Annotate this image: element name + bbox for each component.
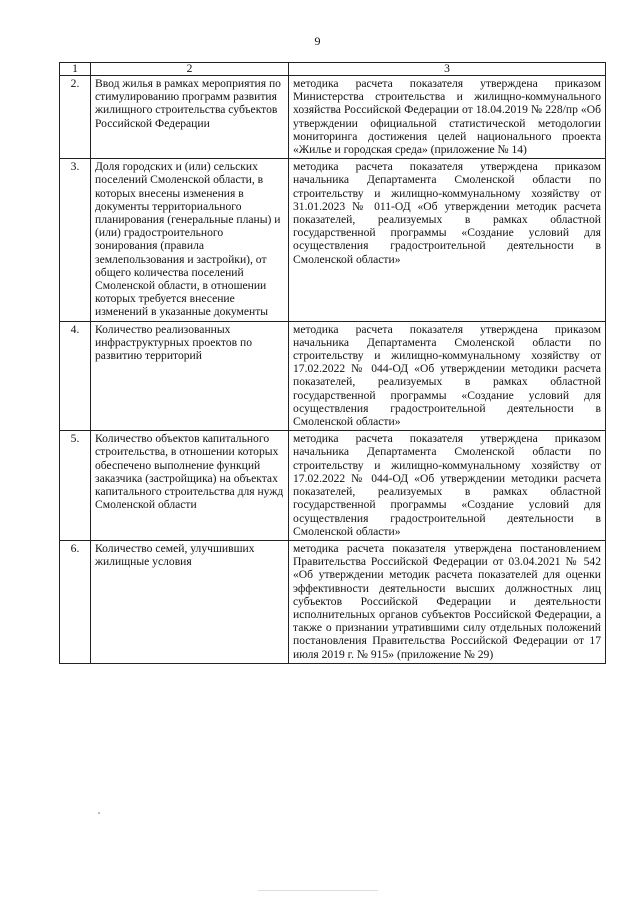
table-row	[60, 76, 606, 159]
indicator-name: Ввод жилья в рамках мероприятия по стимулированию программ развития жилищного строительства субъектов Российской Федерации	[91, 76, 289, 159]
scan-artifact	[98, 812, 100, 814]
header-col-2: 2	[91, 63, 289, 76]
header-col-1: 1	[60, 63, 91, 76]
indicator-name: Количество реализованных инфраструктурных проектов по развитию территорий	[91, 321, 289, 431]
header-col-3: 3	[289, 63, 606, 76]
indicator-methodology: методика расчета показателя утверждена приказом начальника Департамента Смоленской области по строительству и жилищно-коммунальному хозяйству от 17.02.2022 № 044-ОД «Об утверждении методики расчета показателей, реализуемых в рамках областной государственной программы «Создание условий для осуществления градостроительной деятельности в Смоленской области»	[289, 431, 606, 541]
table-row	[60, 159, 606, 321]
row-number: 5.	[60, 431, 91, 541]
indicator-methodology: методика расчета показателя утверждена приказом Министерства строительства и жилищно-коммунального хозяйства Российской Федерации от 18.04.2019 № 228/пр «Об утверждении официальной статистической методологии мониторинга достижения целей национального проекта «Жилье и городская среда» (приложение № 14)	[289, 76, 606, 159]
indicator-name: Количество семей, улучшивших жилищные условия	[91, 540, 289, 663]
table-row	[60, 540, 606, 663]
table-row	[60, 321, 606, 431]
row-number: 6.	[60, 540, 91, 663]
row-number: 2.	[60, 76, 91, 159]
indicators-table	[59, 62, 606, 664]
table-row	[60, 431, 606, 541]
indicator-methodology: методика расчета показателя утверждена постановлением Правительства Российской Федерации от 03.04.2021 № 542 «Об утверждении методик расчета показателей для оценки эффективности деятельности высших должностных лиц субъектов Российской Федерации и деятельности исполнительных органов субъектов Российской Федерации, а также о признании утратившими силу отдельных положений постановления Правительства Российской Федерации от 17 июля 2019 г. № 915» (приложение № 29)	[289, 540, 606, 663]
indicator-name: Доля городских и (или) сельских поселений Смоленской области, в которых внесены изменения в документы территориального планирования (генеральные планы) и (или) градостроительного зонирования (правила землепользования и застройки), от общего количества поселений Смоленской области, в отношении которых требуется внесение изменений в указанные документы	[91, 159, 289, 321]
indicator-name: Количество объектов капитального строительства, в отношении которых обеспечено выполнение функций заказчика (застройщика) на объектах капитального строительства для нужд Смоленской области	[91, 431, 289, 541]
table-header-row	[60, 63, 606, 76]
indicator-methodology: методика расчета показателя утверждена приказом начальника Департамента Смоленской области по строительству и жилищно-коммунальному хозяйству от 17.02.2022 № 044-ОД «Об утверждении методики расчета показателей, реализуемых в рамках областной государственной программы «Создание условий для осуществления градостроительной деятельности в Смоленской области»	[289, 321, 606, 431]
scan-artifact	[258, 890, 378, 891]
page-number: 9	[314, 34, 321, 48]
indicator-methodology: методика расчета показателя утверждена приказом начальника Департамента Смоленской области по строительству и жилищно-коммунальному хозяйству от 31.01.2023 № 011-ОД «Об утверждении методик расчета показателей, реализуемых в рамках областной государственной программы «Создание условий для осуществления градостроительной деятельности в Смоленской области»	[289, 159, 606, 321]
row-number: 3.	[60, 159, 91, 321]
row-number: 4.	[60, 321, 91, 431]
